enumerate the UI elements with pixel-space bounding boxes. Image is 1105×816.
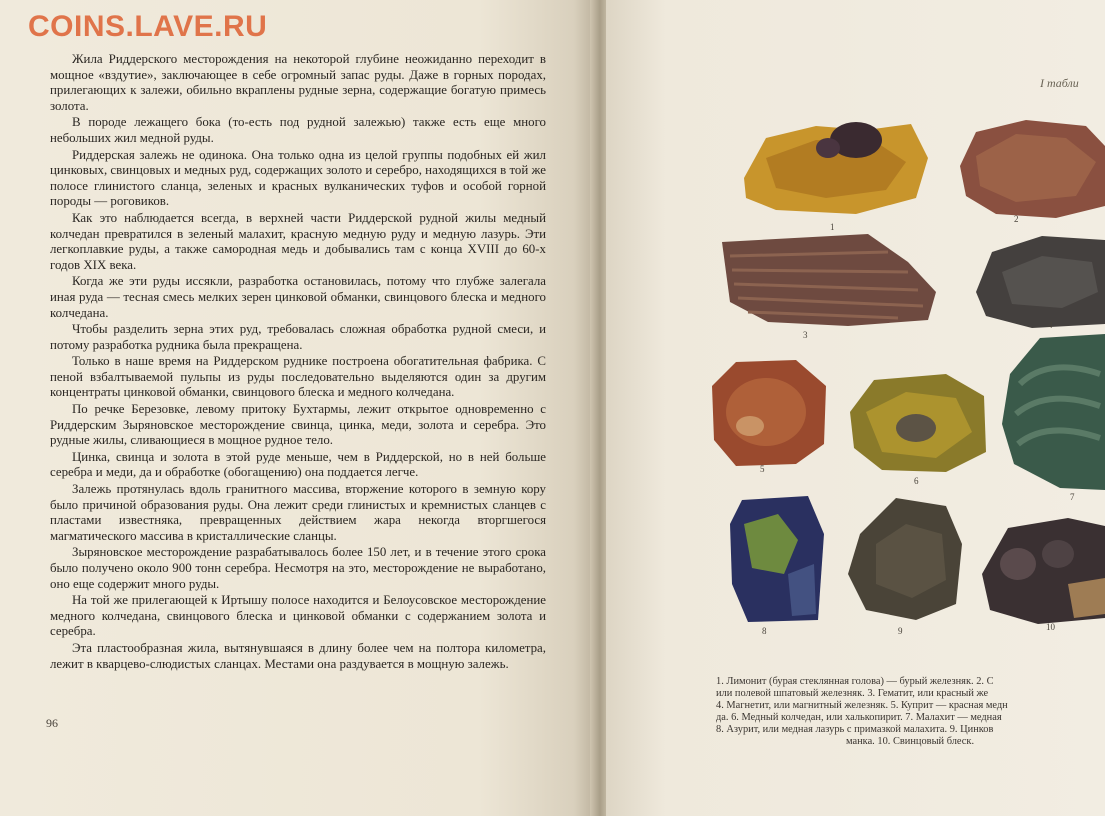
body-text — [50, 52, 546, 673]
specimen-galena — [978, 514, 1105, 626]
specimen-number: 8 — [762, 626, 767, 636]
paragraph: Как это наблюдается всегда, в верхней части Риддерской рудной жилы медный колчедан превратился в зеленый малахит, красную медную руду и медную лазурь. Эти легкоплавкие руды, а также самородная медь и добывались там с конца XVIII до 60-х годов XIX века. — [50, 210, 546, 272]
specimen-limonite — [736, 118, 936, 218]
specimen-number: 6 — [914, 476, 919, 486]
specimen-number: 10 — [1046, 622, 1055, 632]
specimen-number: 9 — [898, 626, 903, 636]
specimen-azurite — [728, 494, 826, 624]
paragraph: Чтобы разделить зерна этих руд, требовалась сложная обработка рудной смеси, и потому разработка рудника была прекращена. — [50, 322, 546, 352]
paragraph: Цинка, свинца и золота в этой руде меньше, чем в Риддерской, но в ней больше серебра и меди, да и обработке (обогащению) она поддается легче. — [50, 449, 546, 480]
caption-line: 1. Лимонит (бурая стеклянная голова) — бурый железняк. 2. С — [716, 676, 994, 687]
plate-caption — [716, 676, 1105, 748]
caption-line: или полевой шпатовый железняк. 3. Гематит, или красный же — [716, 688, 989, 699]
specimen-number: 2 — [1014, 214, 1019, 224]
paragraph: Залежь протянулась вдоль гранитного массива, вторжение которого в земную кору было причиной образования руды. Она лежит среди глинистых и кремнистых сланцев с пластами известняка, превращенных действием жара некогда вторгшегося магматического массива в кристаллические сланцы. — [50, 482, 546, 543]
caption-line: 8. Азурит, или медная лазурь с примазкой малахита. 9. Цинков — [716, 724, 994, 735]
plate-header: I табли — [1040, 76, 1079, 90]
paragraph: По речке Березовке, левому притоку Бухтармы, лежит открытое одновременно с Риддерским Зыряновское месторождение свинца, цинка, меди, золота и серебра. Это рудные жилы, сливающиеся в мощное рудное тело. — [50, 402, 546, 448]
specimen-number: 5 — [760, 464, 765, 474]
specimen-number: 1 — [830, 222, 835, 232]
paragraph: Только в наше время на Риддерском руднике построена обогатительная фабрика. С пеной взбалтываемой пульпы из руды последовательно выделяются один за другим концентраты цинковой обманки, свинцового блеска и медного колчедана. — [50, 354, 546, 400]
paragraph: Риддерская залежь не одинока. Она только одна из целой группы подобных ей жил цинковых, свинцовых и медных руд, содержащих золото и серебро, находящихся в той же полосе глинистого сланца, зеленых и красных вулканических туфов и особой горной породы — роговиков. — [50, 147, 546, 209]
specimen-malachite — [1000, 334, 1105, 490]
specimen-chalcopyrite — [846, 372, 988, 474]
paragraph: Когда же эти руды иссякли, разработка остановилась, потому что глубже залегала иная руда — тесная смесь мелких зерен цинковой обманки, свинцового блеска и медного колчедана. — [50, 274, 546, 320]
watermark-text: COINS.LAVE.RU — [28, 10, 268, 43]
specimen-number: 7 — [1070, 492, 1075, 502]
specimen-magnetite — [972, 232, 1105, 328]
specimen-sphalerite — [846, 494, 964, 622]
paragraph: Зыряновское месторождение разрабатывалось более 150 лет, и в течение этого срока было получено около 900 тонн серебра. Несмотря на это, месторождение не выработано, оно еще содержит много руды. — [50, 545, 546, 591]
specimen-cuprite — [706, 356, 830, 468]
paragraph: В породе лежащего бока (то-есть под рудной залежью) также есть еще много небольших жил медной руды. — [50, 115, 546, 145]
paragraph: На той же прилегающей к Иртышу полосе находится и Белоусовское месторождение медного колчедана, свинцового блеска и цинковой обманки с содержанием золота и серебра. — [50, 593, 546, 639]
paragraph: Жила Риддерского месторождения на некоторой глубине неожиданно переходит в мощное «вздутие», заключающее в себе огромный запас руды. Даже в горных породах, прилегающих к залежи, обильно вкраплены рудные зерна, содержащие богатую примесь золота. — [50, 52, 546, 113]
caption-line: 4. Магнетит, или магнитный железняк. 5. Куприт — красная медн — [716, 700, 1008, 711]
specimen-number: 4 — [1048, 320, 1053, 330]
paragraph: Эта пластообразная жила, вытянувшаяся в длину более чем на полтора километра, лежит в кварцево-слюдистых сланцах. Местами она раздувается в мощную залежь. — [50, 640, 546, 671]
specimen-siderite — [956, 116, 1105, 220]
caption-line: да. 6. Медный колчедан, или халькопирит. 7. Малахит — медная — [716, 712, 1002, 723]
page-number: 96 — [46, 716, 58, 730]
specimen-hematite — [718, 232, 940, 328]
caption-line: манка. 10. Свинцовый блеск. — [846, 736, 975, 747]
specimen-number: 3 — [803, 330, 808, 340]
